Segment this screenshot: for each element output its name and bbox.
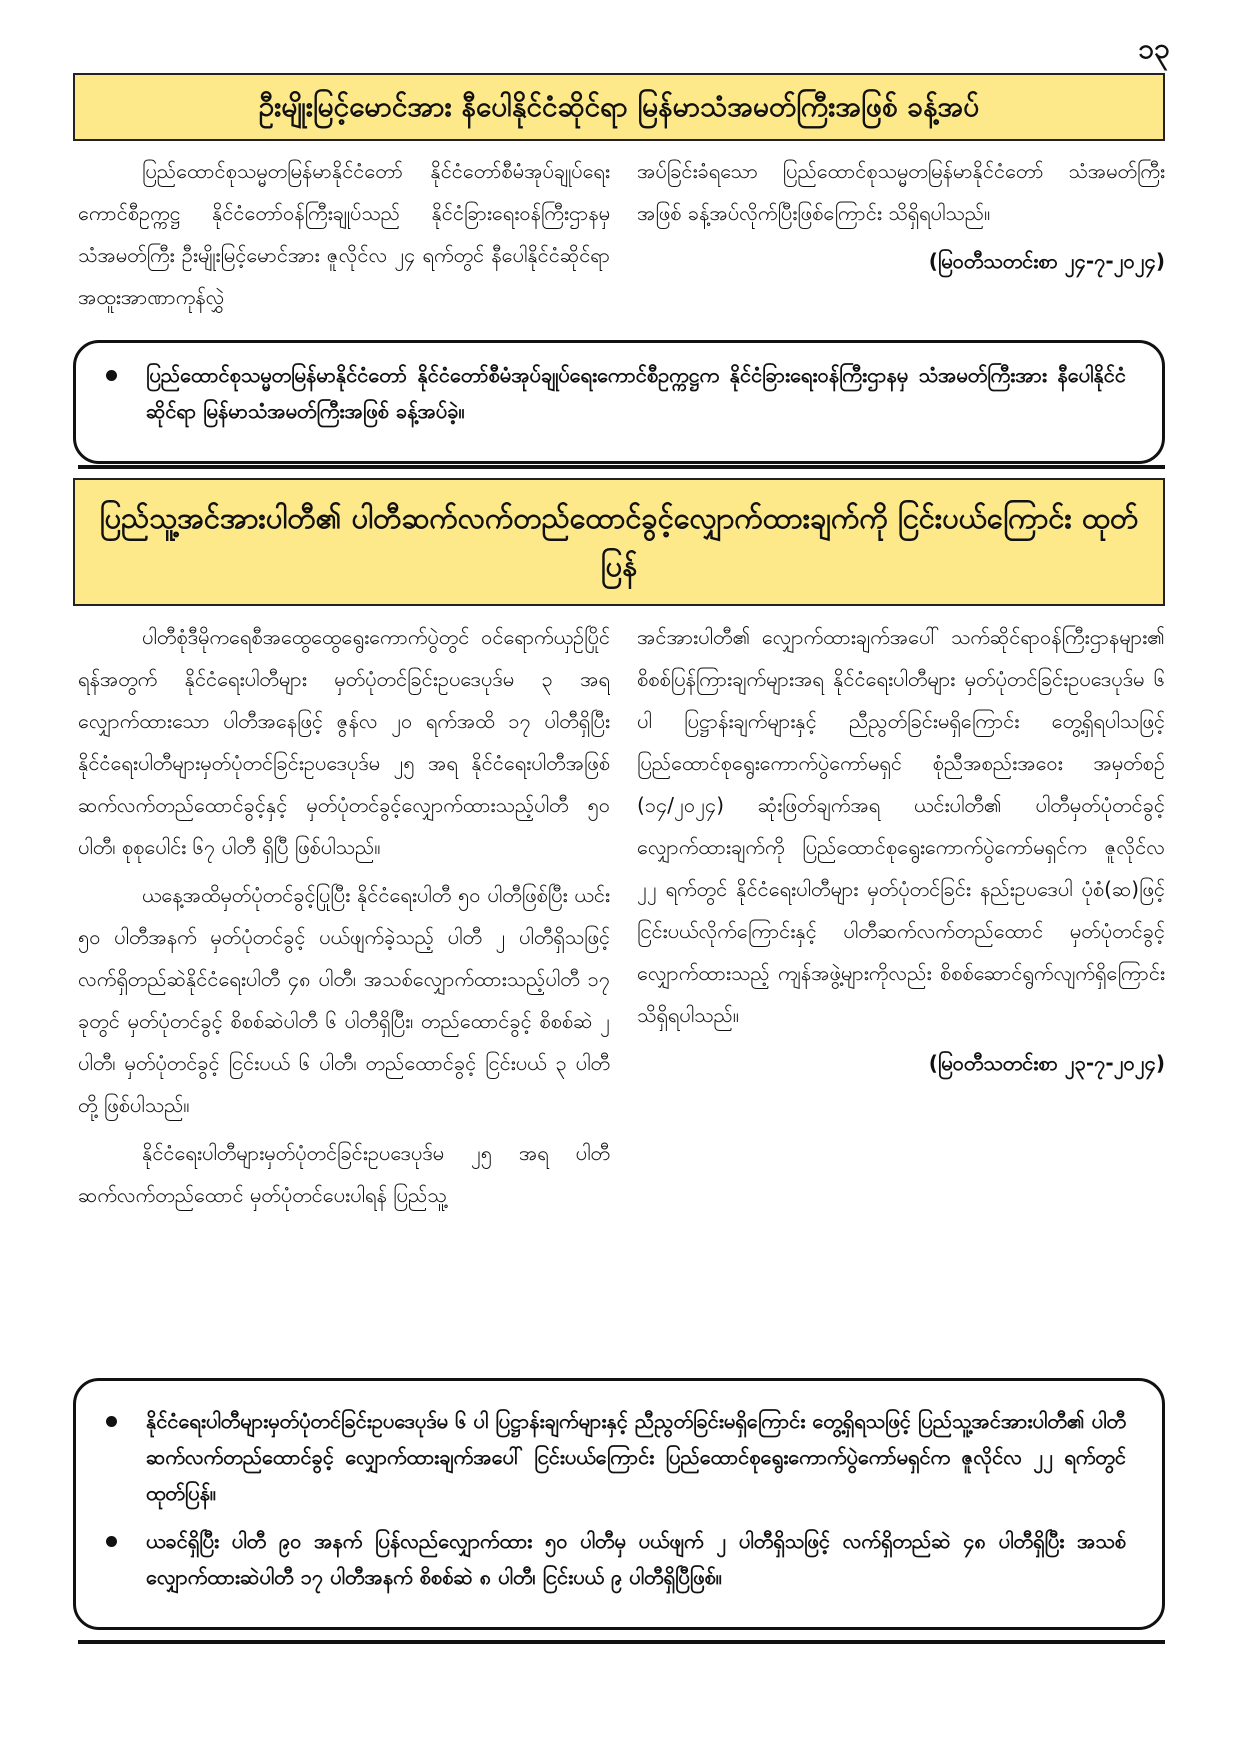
article2-summary-box	[73, 1378, 1165, 1630]
article1-headline-text: ဦးမျိုးမြင့်မောင်အား နီပေါနိုင်ငံဆိုင်ရာ မြန်မာသံအမတ်ကြီးအဖြစ် ခန့်အပ်	[258, 90, 980, 123]
article2-left-paragraph-3: နိုင်ငံရေးပါတီများမှတ်ပုံတင်ခြင်းဥပဒေပုဒ်မ ၂၅ အရ ပါတီဆက်လက်တည်ထောင် မှတ်ပုံတင်ပေးပါရန် ပြည်သူ့	[78, 1141, 610, 1207]
section-divider	[78, 465, 1165, 469]
footer-divider	[78, 1640, 1165, 1644]
article2-source: (မြဝတီသတင်းစာ ၂၃-၇-၂၀၂၄)	[928, 1051, 1165, 1075]
article2-headline	[73, 478, 1165, 606]
article2-headline-text: ပြည်သူ့အင်အားပါတီ၏ ပါတီဆက်လက်တည်ထောင်ခွင့်လျှောက်ထားချက်ကို ငြင်းပယ်ကြောင်း ထုတ်ပြန်	[99, 501, 1139, 583]
bullet-icon	[106, 370, 117, 381]
bullet-icon	[106, 1416, 117, 1427]
article1-right-column	[637, 150, 1165, 330]
page-number: ၁၃	[1138, 32, 1170, 65]
article2-right-paragraph: အင်အားပါတီ၏ လျှောက်ထားချက်အပေါ် သက်ဆိုင်ရာဝန်ကြီးဌာနများ၏ စိစစ်ပြန်ကြားချက်များအရ နိုင်ငံရေးပါတီများ မှတ်ပုံတင်ခြင်းဥပဒေပုဒ်မ ၆ ပါ ပြဋ္ဌာန်းချက်များနှင့် ညီညွတ်ခြင်းမရှိကြောင်း တွေ့ရှိရပါသဖြင့် ပြည်ထောင်စုရွေးကောက်ပွဲကော်မရှင် စုံညီအစည်းအဝေး အမှတ်စဉ် (၁၄/၂၀၂၄) ဆုံးဖြတ်ချက်အရ ယင်းပါတီ၏ ပါတီမှတ်ပုံတင်ခွင့် လျှောက်ထားချက်ကို ပြည်ထောင်စုရွေးကောက်ပွဲကော်မရှင်က ဇူလိုင်လ ၂၂ ရက်တွင် နိုင်ငံရေးပါတီများ မှတ်ပုံတင်ခြင်း နည်းဥပဒေပါ ပုံစံ(ဆ)ဖြင့် ငြင်းပယ်လိုက်ကြောင်းနှင့် ပါတီဆက်လက်တည်ထောင် မှတ်ပုံတင်ခွင့် လျှောက်ထားသည့် ကျန်အဖွဲ့များကိုလည်း စိစစ်ဆောင်ရွက်လျက်ရှိကြောင်း သိရှိရပါသည်။	[637, 625, 1165, 1027]
article1-summary-item	[106, 357, 1126, 429]
article2-left-paragraph-2: ယနေ့အထိမှတ်ပုံတင်ခွင့်ပြုပြီး နိုင်ငံရေးပါတီ ၅၀ ပါတီဖြစ်ပြီး ယင်း ၅၀ ပါတီအနက် မှတ်ပုံတင်ခွင့် ပယ်ဖျက်ခဲ့သည့် ပါတီ ၂ ပါတီရှိသဖြင့် လက်ရှိတည်ဆဲနိုင်ငံရေးပါတီ ၄၈ ပါတီ၊ အသစ်လျှောက်ထားသည့်ပါတီ ၁၇ ခုတွင် မှတ်ပုံတင်ခွင့် စိစစ်ဆဲပါတီ ၆ ပါတီရှိပြီး၊ တည်ထောင်ခွင့် စိစစ်ဆဲ ၂ ပါတီ၊ မှတ်ပုံတင်ခွင့် ငြင်းပယ် ၆ ပါတီ၊ တည်ထောင်ခွင့် ငြင်းပယ် ၃ ပါတီ တို့ ဖြစ်ပါသည်။	[78, 883, 610, 1117]
article2-summary-text-1: နိုင်ငံရေးပါတီများမှတ်ပုံတင်ခြင်းဥပဒေပုဒ်မ ၆ ပါ ပြဋ္ဌာန်းချက်များနှင့် ညီညွတ်ခြင်းမရှိကြောင်း တွေ့ရှိရသဖြင့် ပြည်သူ့အင်အားပါတီ၏ ပါတီဆက်လက်တည်ထောင်ခွင့် လျှောက်ထားချက်အပေါ် ငြင်းပယ်ကြောင်း ပြည်ထောင်စုရွေးကောက်ပွဲကော်မရှင်က ဇူလိုင်လ ၂၂ ရက်တွင် ထုတ်ပြန်။	[146, 1409, 1126, 1505]
article2-summary-item	[106, 1523, 1126, 1595]
article2-left-paragraph-1: ပါတီစုံဒီမိုကရေစီအထွေထွေရွေးကောက်ပွဲတွင် ဝင်ရောက်ယှဉ်ပြိုင်ရန်အတွက် နိုင်ငံရေးပါတီများ မှတ်ပုံတင်ခြင်းဥပဒေပုဒ်မ ၃ အရ လျှောက်ထားသော ပါတီအနေဖြင့် ဇွန်လ ၂၀ ရက်အထိ ၁၇ ပါတီရှိပြီး နိုင်ငံရေးပါတီများမှတ်ပုံတင်ခြင်းဥပဒေပုဒ်မ ၂၅ အရ နိုင်ငံရေးပါတီအဖြစ် ဆက်လက်တည်ထောင်ခွင့်နှင့် မှတ်ပုံတင်ခွင့်လျှောက်ထားသည့်ပါတီ ၅၀ ပါတီ၊ စုစုပေါင်း ၆၇ ပါတီ ရှိပြီ ဖြစ်ပါသည်။	[78, 625, 610, 859]
article1-left-column	[78, 150, 610, 330]
article1-left-paragraph: ပြည်ထောင်စုသမ္မတမြန်မာနိုင်ငံတော် နိုင်ငံတော်စီမံအုပ်ချုပ်ရေးကောင်စီဥက္ကဋ္ဌ နိုင်ငံတော်ဝန်ကြီးချုပ်သည် နိုင်ငံခြားရေးဝန်ကြီးဌာနမှ သံအမတ်ကြီး ဦးမျိုးမြင့်မောင်အား ဇူလိုင်လ ၂၄ ရက်တွင် နီပေါနိုင်ငံဆိုင်ရာ အထူးအာဏာကုန်လွှဲ	[78, 159, 610, 309]
article1-summary-text: ပြည်ထောင်စုသမ္မတမြန်မာနိုင်ငံတော် နိုင်ငံတော်စီမံအုပ်ချုပ်ရေးကောင်စီဥက္ကဋ္ဌက နိုင်ငံခြားရေးဝန်ကြီးဌာနမှ သံအမတ်ကြီးအား နီပေါနိုင်ငံဆိုင်ရာ မြန်မာသံအမတ်ကြီးအဖြစ် ခန့်အပ်ခဲ့။	[146, 363, 1126, 423]
bullet-icon	[106, 1536, 117, 1547]
article1-headline	[73, 73, 1165, 141]
article1-summary-box	[73, 340, 1165, 464]
article2-summary-text-2: ယခင်ရှိပြီး ပါတီ ၉၀ အနက် ပြန်လည်လျှောက်ထား ၅၀ ပါတီမှ ပယ်ဖျက် ၂ ပါတီရှိသဖြင့် လက်ရှိတည်ဆဲ ၄၈ ပါတီရှိပြီး အသစ်လျှောက်ထားဆဲပါတီ ၁၇ ပါတီအနက် စိစစ်ဆဲ ၈ ပါတီ၊ ငြင်းပယ် ၉ ပါတီရှိပြီဖြစ်။	[146, 1529, 1126, 1589]
article2-summary-item	[106, 1403, 1126, 1511]
article1-right-paragraph: အပ်ခြင်းခံရသော ပြည်ထောင်စုသမ္မတမြန်မာနိုင်ငံတော် သံအမတ်ကြီးအဖြစ် ခန့်အပ်လိုက်ပြီးဖြစ်ကြောင်း သိရှိရပါသည်။	[637, 159, 1165, 225]
article1-source: (မြဝတီသတင်းစာ ၂၄-၇-၂၀၂၄)	[928, 249, 1165, 273]
article2-left-column	[78, 616, 610, 1372]
article2-right-column	[637, 616, 1165, 1176]
